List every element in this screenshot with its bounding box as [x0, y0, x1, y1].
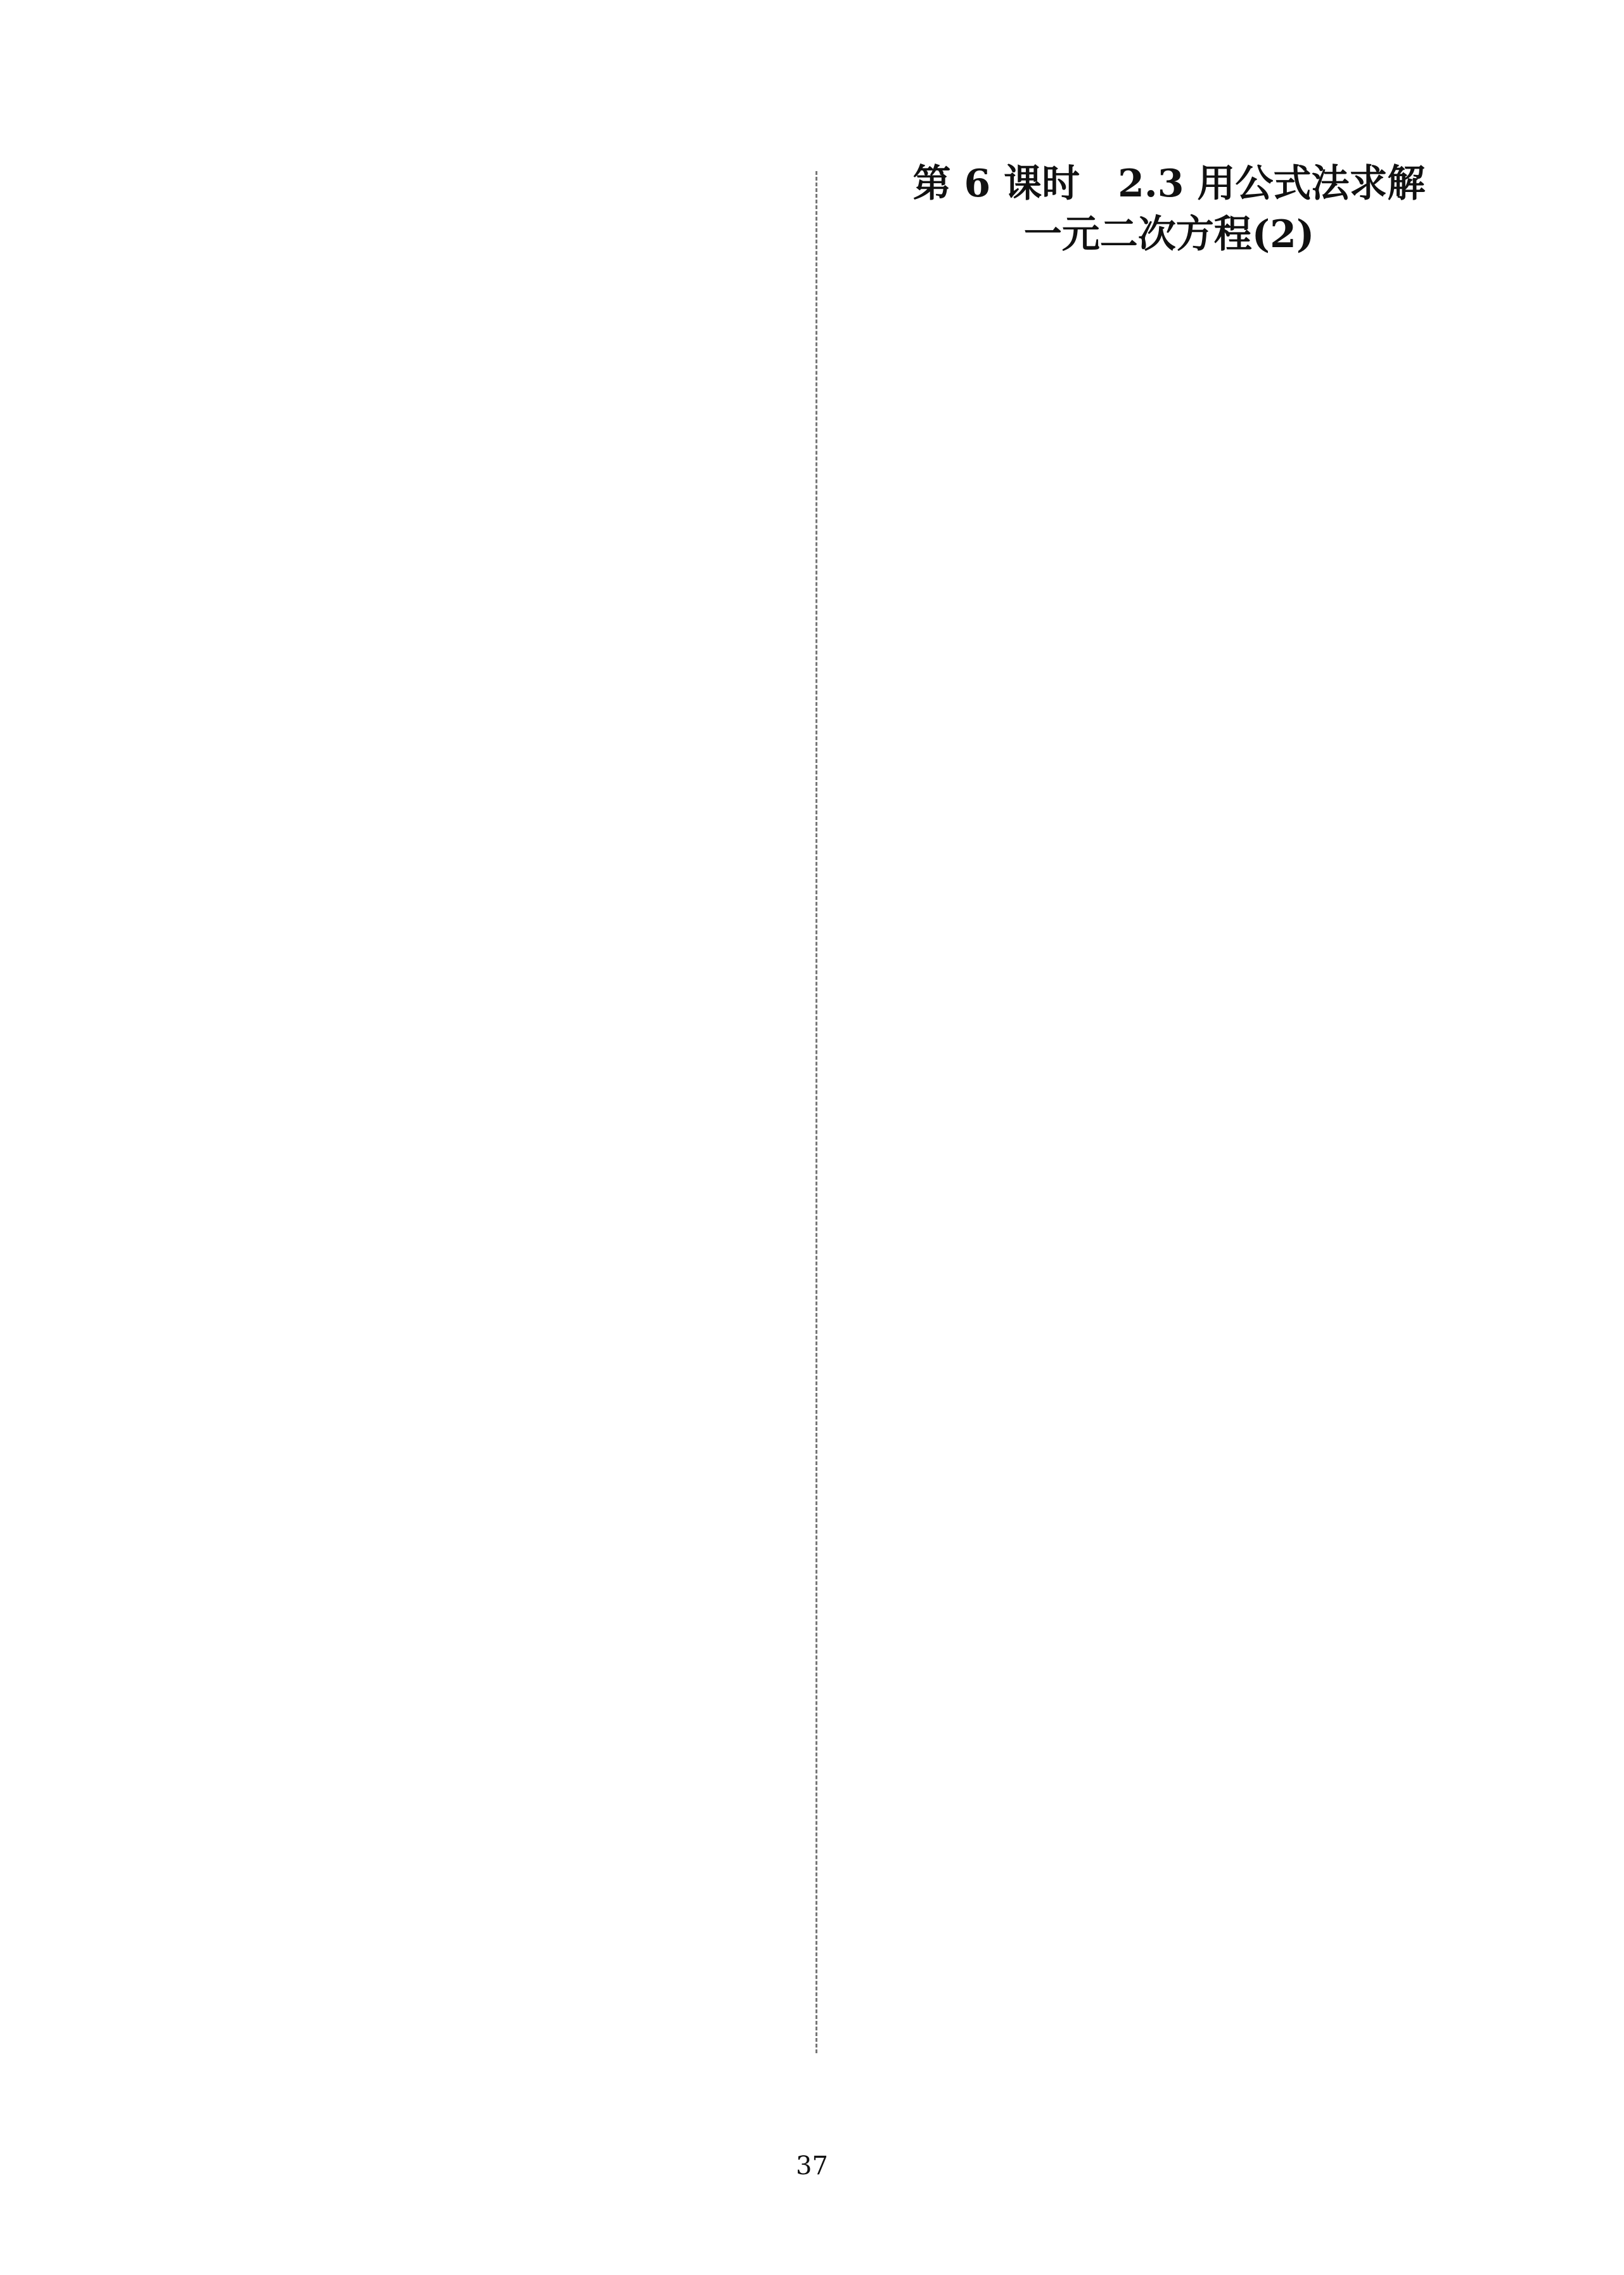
right-column-line: [849, 783, 1489, 823]
left-column-line: [158, 591, 798, 630]
right-column-line: [849, 1569, 1489, 1608]
left-column-line: [158, 1219, 798, 1259]
lesson-title: [849, 0, 1489, 260]
left-column-line: [158, 1062, 798, 1101]
left-column-line: [158, 237, 798, 276]
right-column-line: [849, 1687, 1489, 1726]
left-column-line: [158, 158, 798, 198]
left-column-line: [158, 826, 798, 866]
left-column-line: [158, 1337, 798, 1376]
left-column-line: [158, 669, 798, 708]
left-column-line: [158, 512, 798, 551]
left-column-line: [158, 1101, 798, 1141]
left-column-line: [158, 866, 798, 905]
right-column-line: [849, 1530, 1489, 1569]
right-column-line: [849, 1844, 1489, 1883]
left-column-line: [158, 1730, 798, 1769]
left-column-line: [158, 1494, 798, 1534]
right-column-line: [849, 940, 1489, 980]
right-column-line: [849, 1766, 1489, 1805]
right-column: [849, 0, 1489, 1923]
left-column-line: [158, 1376, 798, 1416]
right-column-line: [849, 1451, 1489, 1490]
right-column-line: [849, 980, 1489, 1019]
right-column-line: [849, 1726, 1489, 1766]
left-column-line: [158, 1809, 798, 1848]
lesson-title-line2: 一元二次方程(2): [1023, 212, 1315, 257]
left-column-line: [158, 984, 798, 1023]
right-column-line: [849, 430, 1489, 469]
right-column-line: [849, 1215, 1489, 1255]
left-column-line: [158, 1848, 798, 1887]
left-column-line: [158, 1966, 798, 2005]
left-column-line: [158, 433, 798, 473]
right-column-line: [849, 1412, 1489, 1451]
left-column-line: [158, 1612, 798, 1651]
right-column-line: [849, 1373, 1489, 1412]
right-column-line: [849, 1490, 1489, 1530]
left-column-line: [158, 1769, 798, 1809]
left-column-line: [158, 1926, 798, 1966]
left-column-line: [158, 787, 798, 826]
page-number: 37: [796, 2151, 828, 2181]
right-column-line: [849, 469, 1489, 508]
right-column-line: [849, 587, 1489, 626]
lesson-title-line1: 第 6 课时 2.3 用公式法求解: [912, 162, 1426, 206]
right-column-line: [849, 312, 1489, 351]
left-column-line: [158, 748, 798, 787]
left-column-line: [158, 276, 798, 316]
right-column-line: [849, 1255, 1489, 1294]
right-column-line: [849, 508, 1489, 548]
left-column-line: [158, 1651, 798, 1691]
left-column: [158, 0, 798, 2005]
right-column-line: [849, 548, 1489, 587]
right-column-line: [849, 1333, 1489, 1373]
right-column-line: [849, 1019, 1489, 1058]
right-column-line: [849, 665, 1489, 705]
right-column-line: [849, 862, 1489, 901]
right-column-line: [849, 351, 1489, 390]
left-column-line: [158, 1887, 798, 1926]
right-column-line: [849, 272, 1489, 312]
right-column-line: [849, 1176, 1489, 1215]
right-column-line: [849, 1805, 1489, 1844]
left-column-line: [158, 198, 798, 237]
left-column-line: [158, 1691, 798, 1730]
right-column-line: [849, 1098, 1489, 1137]
left-column-line: [158, 551, 798, 591]
right-column-line: [849, 901, 1489, 940]
right-column-line: [849, 1137, 1489, 1176]
left-column-line: [158, 708, 798, 748]
left-column-line: [158, 1259, 798, 1298]
left-column-line: [158, 1416, 798, 1455]
left-column-line: [158, 1455, 798, 1494]
right-column-line: [849, 823, 1489, 862]
left-column-line: [158, 1141, 798, 1180]
right-column-line: [849, 1883, 1489, 1923]
left-column-line: [158, 1534, 798, 1573]
left-column-line: [158, 905, 798, 944]
left-column-line: [158, 630, 798, 669]
left-column-line: [158, 355, 798, 394]
right-column-line: [849, 744, 1489, 783]
right-column-line: [849, 626, 1489, 665]
right-column-line: [849, 1058, 1489, 1098]
left-column-line: [158, 1298, 798, 1337]
right-column-line: [849, 1648, 1489, 1687]
left-column-line: [158, 944, 798, 984]
left-column-line: [158, 1023, 798, 1062]
left-column-line: [158, 473, 798, 512]
right-column-line: [849, 705, 1489, 744]
left-column-line: [158, 1573, 798, 1612]
right-column-line: [849, 390, 1489, 430]
right-column-body: [849, 260, 1489, 1923]
left-column-line: [158, 316, 798, 355]
left-column-line: [158, 394, 798, 433]
right-column-line: [849, 1294, 1489, 1333]
right-column-line: [849, 1608, 1489, 1648]
column-divider: [815, 171, 817, 2053]
left-column-line: [158, 1180, 798, 1219]
